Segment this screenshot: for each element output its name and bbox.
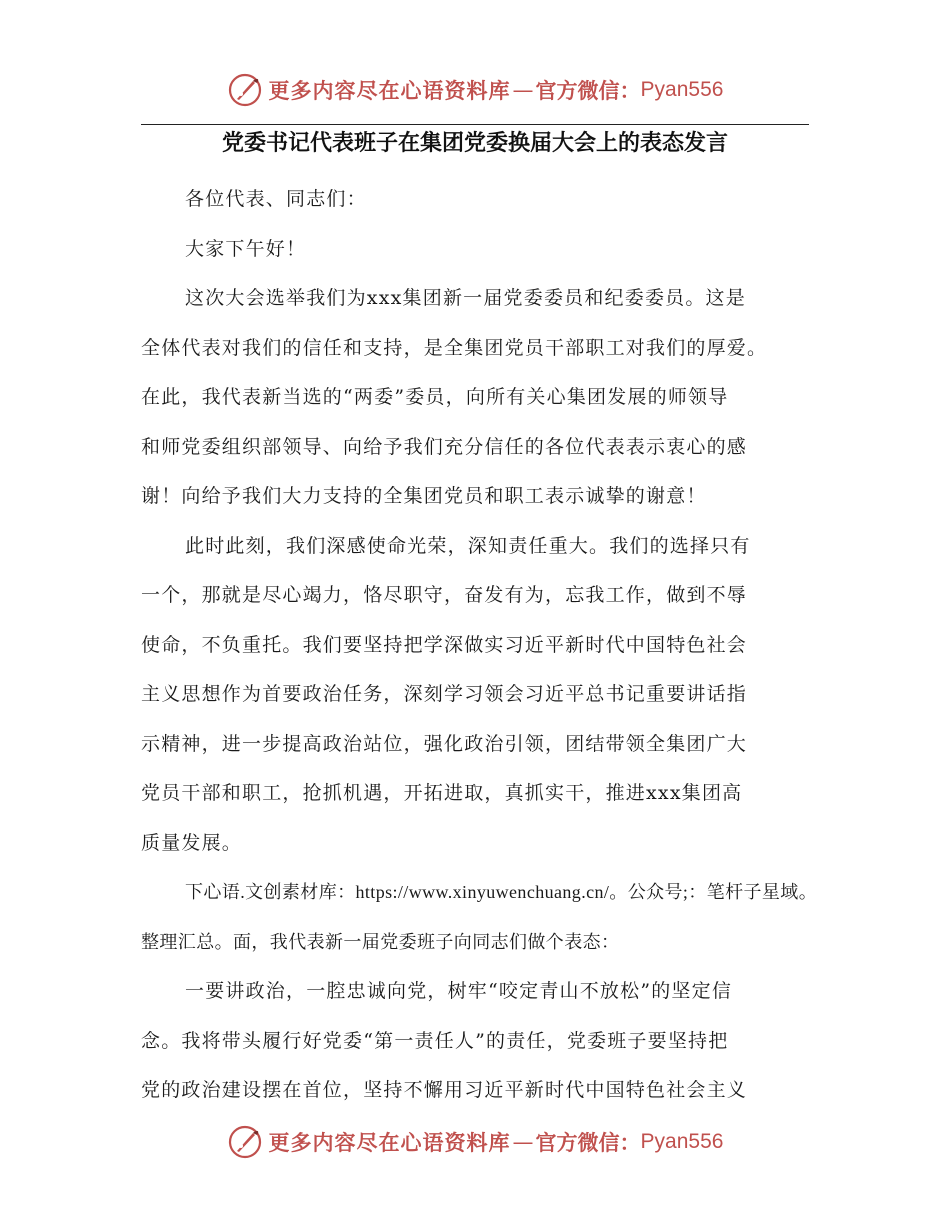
paragraph-line: 此时此刻，我们深感使命光荣，深知责任重大。我们的选择只有 bbox=[185, 534, 751, 557]
quill-pen-logo-icon bbox=[227, 72, 263, 108]
paragraph-line: 全体代表对我们的信任和支持，是全集团党员干部职工对我们的厚爱。 bbox=[141, 336, 768, 359]
paragraph-line: 党的政治建设摆在首位，坚持不懈用习近平新时代中国特色社会主义 bbox=[141, 1079, 748, 1101]
greeting-line: 大家下午好！ bbox=[185, 237, 307, 260]
banner-wechat-id: Pyan556 bbox=[640, 1130, 724, 1153]
banner-wechat-label: 官方微信： bbox=[535, 1131, 641, 1155]
document-title: 党委书记代表班子在集团党委换届大会上的表态发言 bbox=[221, 131, 728, 156]
banner-separator: — bbox=[512, 1130, 534, 1154]
quill-pen-logo-icon bbox=[227, 1124, 263, 1160]
banner-brand: 更多内容尽在心语资料库 bbox=[268, 1131, 511, 1155]
paragraph-line: 一要讲政治，一腔忠诚向党，树牢“咬定青山不放松”的坚定信 bbox=[185, 980, 733, 1002]
banner-wechat-label: 官方微信： bbox=[535, 79, 641, 103]
paragraph-line: 党员干部和职工，抢抓机遇，开拓进取，真抓实干，推进xxx集团高 bbox=[141, 782, 743, 804]
header-rule bbox=[141, 124, 809, 125]
paragraph-line: 在此，我代表新当选的“两委”委员，向所有关心集团发展的师领导 bbox=[141, 386, 729, 408]
banner-wechat-id: Pyan556 bbox=[640, 78, 724, 101]
header-banner bbox=[0, 68, 950, 112]
footer-banner bbox=[0, 1120, 950, 1164]
paragraph-line: 这次大会选举我们为xxx集团新一届党委委员和纪委委员。这是 bbox=[185, 287, 746, 309]
paragraph-line: 一个，那就是尽心竭力，恪尽职守，奋发有为，忘我工作，做到不辱 bbox=[141, 584, 748, 606]
watermark-source-line: 下心语.文创素材库：https://www.xinyuwenchuang.cn/。公众号;：笔杆子星域。 bbox=[185, 882, 818, 902]
paragraph-line: 主义思想作为首要政治任务，深刻学习领会习近平总书记重要讲话指 bbox=[141, 683, 748, 705]
paragraph-line: 示精神，进一步提高政治站位，强化政治引领，团结带领全集团广大 bbox=[141, 732, 748, 755]
paragraph-line: 和师党委组织部领导、向给予我们充分信任的各位代表表示衷心的感 bbox=[141, 435, 748, 458]
paragraph-line: 念。我将带头履行好党委“第一责任人”的责任，党委班子要坚持把 bbox=[141, 1029, 729, 1052]
paragraph-line: 谢！向给予我们大力支持的全集团党员和职工表示诚挚的谢意！ bbox=[141, 485, 707, 507]
document-body bbox=[141, 175, 818, 1116]
banner-separator: — bbox=[512, 78, 534, 102]
banner-brand: 更多内容尽在心语资料库 bbox=[268, 79, 511, 103]
paragraph-line: 整理汇总。面，我代表新一届党委班子向同志们做个表态： bbox=[141, 931, 620, 952]
paragraph-line: 质量发展。 bbox=[141, 831, 243, 854]
paragraph-line: 使命，不负重托。我们要坚持把学深做实习近平新时代中国特色社会 bbox=[141, 633, 748, 656]
salutation-line: 各位代表、同志们： bbox=[185, 188, 367, 210]
